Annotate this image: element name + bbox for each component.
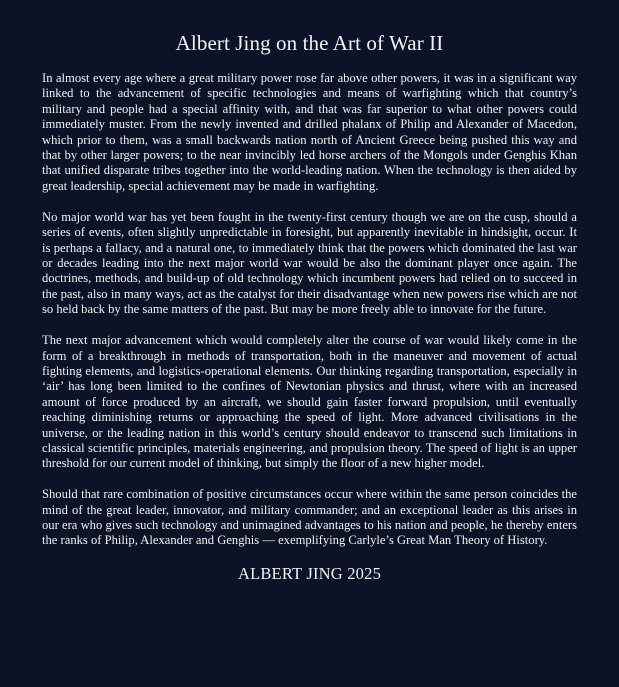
paragraph-2: No major world war has yet been fought in the twenty-first century though we are on the cusp, should a series of events, often slightly unpredictable in foresight, but apparently inevitable in hindsight, occur. It is perhaps a fallacy, and a natural one, to immediately think that the powers which dominated the last war or decades leading into the next major world war would be also the dominant player once again. The doctrines, methods, and build-up of old technology which incumbent powers had relied on to succeed in the past, also in many ways, act as the catalyst for their disadvantage when new powers rise which are not so held back by the same matters of the past. But may be more freely able to innovate for the future. <box>42 209 577 317</box>
document-title: Albert Jing on the Art of War II <box>175 31 444 55</box>
author-signature: ALBERT JING 2025 <box>237 564 382 584</box>
paragraph-3: The next major advancement which would completely alter the course of war would likely come in the form of a breakthrough in methods of transportation, both in the maneuver and movement of actual fighting elements, and logistics-operational elements. Our thinking regarding transportation, especially in ‘air’ has long been limited to the confines of Newtonian physics and thrust, where with an increased amount of force produced by an aircraft, we should gain faster forward propulsion, until eventually reaching diminishing returns or approaching the speed of light. More advanced civilisations in the universe, or the leading nation in this world’s century should endeavor to transcend such limitations in classical scientific principles, materials engineering, and propulsion theory. The speed of light is an upper threshold for our current model of thinking, but simply the floor of a new higher model. <box>42 333 577 471</box>
paragraph-4: Should that rare combination of positive circumstances occur where within the same person coincides the mind of the great leader, innovator, and military commander; and an exceptional leader as this arises in our era who gives such technology and unimagined advantages to his nation and people, he thereby enters the ranks of Philip, Alexander and Genghis — exemplifying Carlyle’s Great Man Theory of History. <box>42 487 577 548</box>
paragraph-1: In almost every age where a great military power rose far above other powers, it was in a significant way linked to the advancement of specific technologies and means of warfighting which that country’s military and people had a special affinity with, and that was far superior to what other powers could immediately muster. From the newly invented and drilled phalanx of Philip and Alexander of Macedon, which prior to them, was a small backwards nation north of Ancient Greece being pushed this way and that by other larger powers; to the near invincibly led horse archers of the Mongols under Genghis Khan that unified disparate tribes together into the world-leading nation. When the technology is then aided by great leadership, special achievement may be made in warfighting. <box>42 71 577 193</box>
